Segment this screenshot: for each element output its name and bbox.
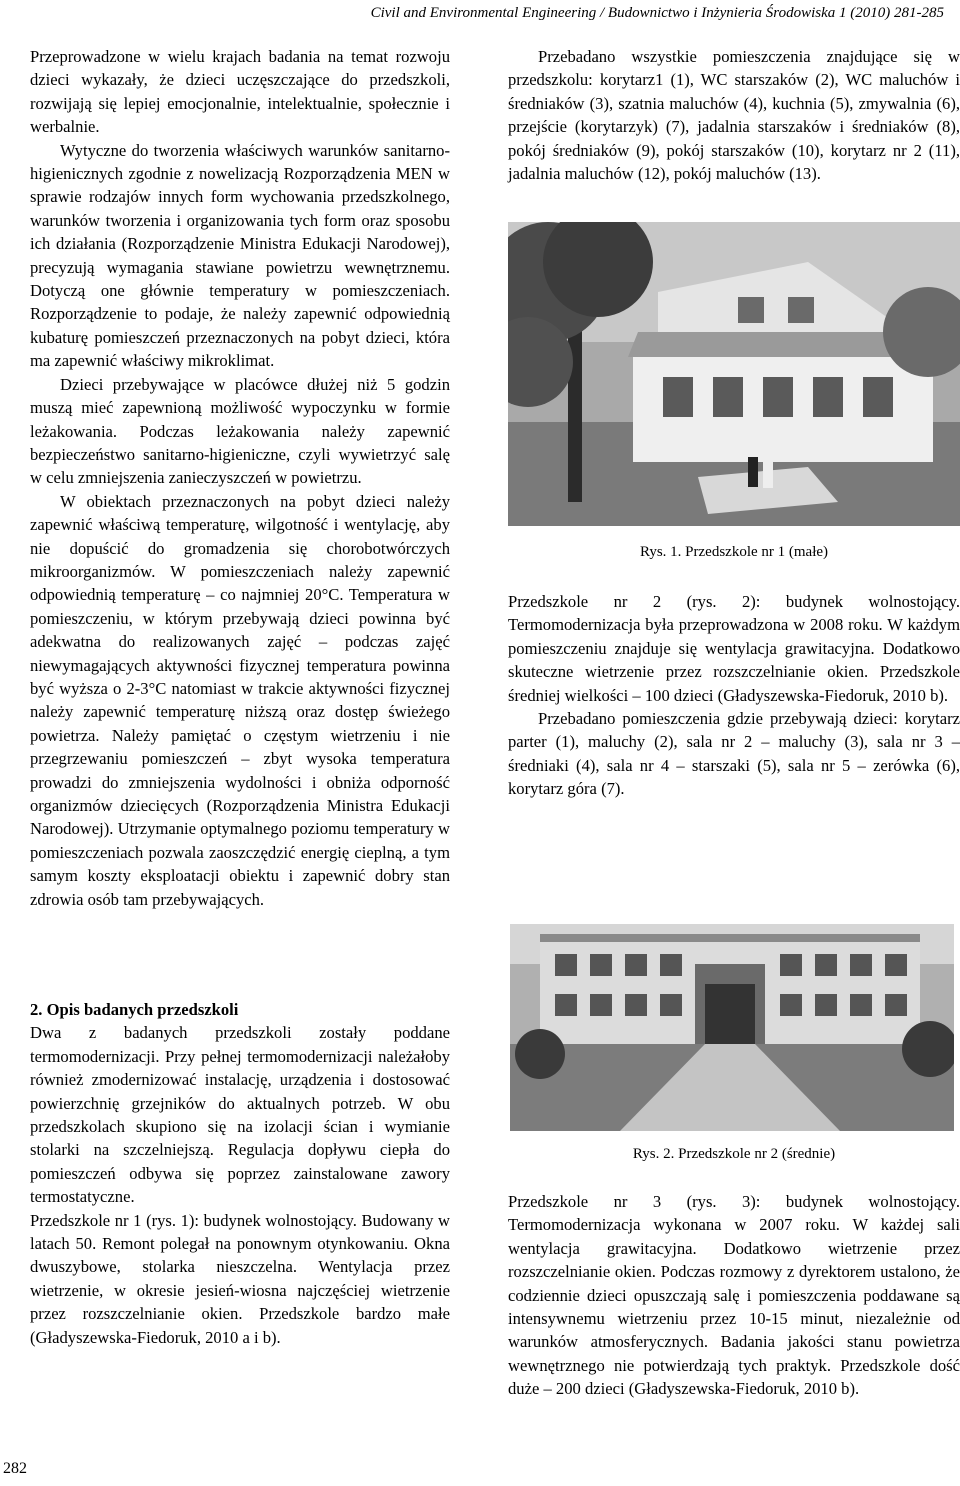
paragraph: Przedszkole nr 1 (rys. 1): budynek wolnostojący. Budowany w latach 50. Remont polegał na ponownym otynkowaniu. Okna dwuszybowe, stolarka nieszczelna. Wentylacja przez wietrzenie, w okresie jesień-wiosna najczęściej wietrzenie przez rozszczelnianie okien. Przedszkole bardzo małe (Gładyszewska-Fiedoruk, 2010 a i b). xyxy=(30,1210,450,1347)
right-column-bottom xyxy=(508,1190,960,1401)
figure-2-caption: Rys. 2. Przedszkole nr 2 (średnie) xyxy=(632,1146,836,1162)
paragraph: Dzieci przebywające w placówce dłużej niż 5 godzin muszą mieć zapewnioną możliwość wypoczynku w formie leżakowania. Podczas leżakowania należy zapewnić bezpieczeństwo sanitarno-higieniczne, czyli wywietrzyć salę w celu zmniejszenia zanieczyszczeń w powietrzu. xyxy=(30,374,450,488)
paragraph: W obiektach przeznaczonych na pobyt dzieci należy zapewnić właściwą temperaturę, wilgotność i wentylację, aby nie dopuścić do gromadzenia się chorobotwórczych mikroorganizmów. W pomieszczeniach należy zapewnić odpowiednią temperaturę – co najmniej 20°C. Temperatura w pomieszczeniu, w którym przebywają dzieci powinna być adekwatna do realizowanych zajęć – podczas zajęć niewymagających aktywności fizycznej temperatura powinna być wyższa o 2-3°C natomiast w trakcie aktywności fizycznej należy zapewnić temperaturę niższą oraz dostęp świeżego powietrza. Należy pamiętać o częstym wietrzeniu i nie przegrzewaniu pomieszczeń – zbyt wysoka temperatura prowadzi do zmniejszenia wydolności i obniża odporność organizmów dziecięcych (Rozporządzenia Ministra Edukacji Narodowej). Utrzymanie optymalnego poziomu temperatury w pomieszczeniach pozwala zaoszczędzić energię cieplną, a tym samym koszty eksploatacji obiektu i zapewnić dobry stan zdrowia osób tam przebywających. xyxy=(30,491,450,909)
figure-1-photo xyxy=(508,222,960,526)
paragraph: Przebadano pomieszczenia gdzie przebywają dzieci: korytarz parter (1), maluchy (2), sala nr 2 – maluchy (3), sala nr 3 – średniaki (4), sala nr 4 – starszaki (5), sala nr 5 – zerówka (6), korytarz góra (7). xyxy=(508,709,960,799)
paragraph: Przedszkole nr 3 (rys. 3): budynek wolnostojący. Termomodernizacja wykonana w 2007 roku. W każdej sali wentylacja grawitacyjna. Dodatkowo wietrzenie przez rozszczelnianie okien. Podczas rozmowy z dyrektorem ustalono, że codziennie dzieci opuszczają salę i pomieszczenia poddawane są intensywnemu wietrzeniu przez 10-15 minut, niezależnie od warunków atmosferycznych. Badania jakości stanu powietrza wewnętrznego nie potwierdzają tych praktyk. Przedszkole dość duże – 200 dzieci (Gładyszewska-Fiedoruk, 2010 b). xyxy=(508,1192,960,1399)
page-number: 282 xyxy=(3,1460,27,1477)
running-header: Civil and Environmental Engineering / Budownictwo i Inżynieria Środowiska 1 (2010) 281-285 xyxy=(370,5,944,21)
figure-1-caption: Rys. 1. Przedszkole nr 1 (małe) xyxy=(639,544,829,560)
figure-2-photo xyxy=(510,924,954,1131)
right-column-middle xyxy=(508,590,960,801)
kindergarten-1-illustration xyxy=(508,222,960,526)
section-2 xyxy=(30,998,450,1349)
paragraph: Dwa z badanych przedszkoli zostały poddane termomodernizacji. Przy pełnej termomodernizacji należałoby również zmodernizować instalację, urządzenia i dostosować powierzchnię grzejników do aktualnych potrzeb. W obu przedszkolach skupiono się na izolacji ścian i wymianie stolarki na szczelniejszą. Regulacja dopływu ciepła do pomieszczeń odbywa się poprzez zainstalowane zawory termostatyczne. xyxy=(30,1023,450,1207)
left-column xyxy=(30,45,450,911)
paragraph: Przedszkole nr 2 (rys. 2): budynek wolnostojący. Termomodernizacja była przeprowadzona w 2008 roku. W każdym pomieszczeniu znajduje się wentylacja grawitacyjna. Dodatkowo skuteczne wietrzenie przez rozszczelnianie okien. Przedszkole średniej wielkości – 100 dzieci (Gładyszewska-Fiedoruk, 2010 b). xyxy=(508,592,960,705)
paragraph: Przebadano wszystkie pomieszczenia znajdujące się w przedszkolu: korytarz1 (1), WC starszaków (2), WC maluchów i średniaków (3), szatnia maluchów (4), kuchnia (5), zmywalnia (6), przejście (korytarzyk) (7), jadalnia starszaków i średniaków (8), pokój średniaków (9), pokój starszaków (10), korytarz nr 2 (11), jadalnia maluchów (12), pokój maluchów (13). xyxy=(508,47,960,184)
paragraph: Wytyczne do tworzenia właściwych warunków sanitarno-higienicznych zgodnie z nowelizacją Rozporządzenia MEN w sprawie rodzajów innych form wychowania przedszkolnego, warunków tworzenia i organizowania tych form oraz sposobu ich działania (Rozporządzenie Ministra Edukacji Narodowej), precyzują wymagania stawiane powietrzu wewnętrznemu. Dotyczą one głównie temperatury w pomieszczeniach. Rozporządzenie to podaje, że należy zapewnić odpowiednią kubaturę pomieszczeń przeznaczonych na pobyt dzieci, która ma zapewnić właściwy mikroklimat. xyxy=(30,140,450,371)
section-heading: 2. Opis badanych przedszkoli xyxy=(30,1000,239,1019)
paragraph: Przeprowadzone w wielu krajach badania na temat rozwoju dzieci wykazały, że dzieci uczęszczające do przedszkoli, rozwijają się lepiej emocjonalnie, intelektualnie, społecznie i werbalnie. xyxy=(30,47,450,137)
right-column xyxy=(508,45,960,185)
kindergarten-2-illustration xyxy=(510,924,954,1131)
